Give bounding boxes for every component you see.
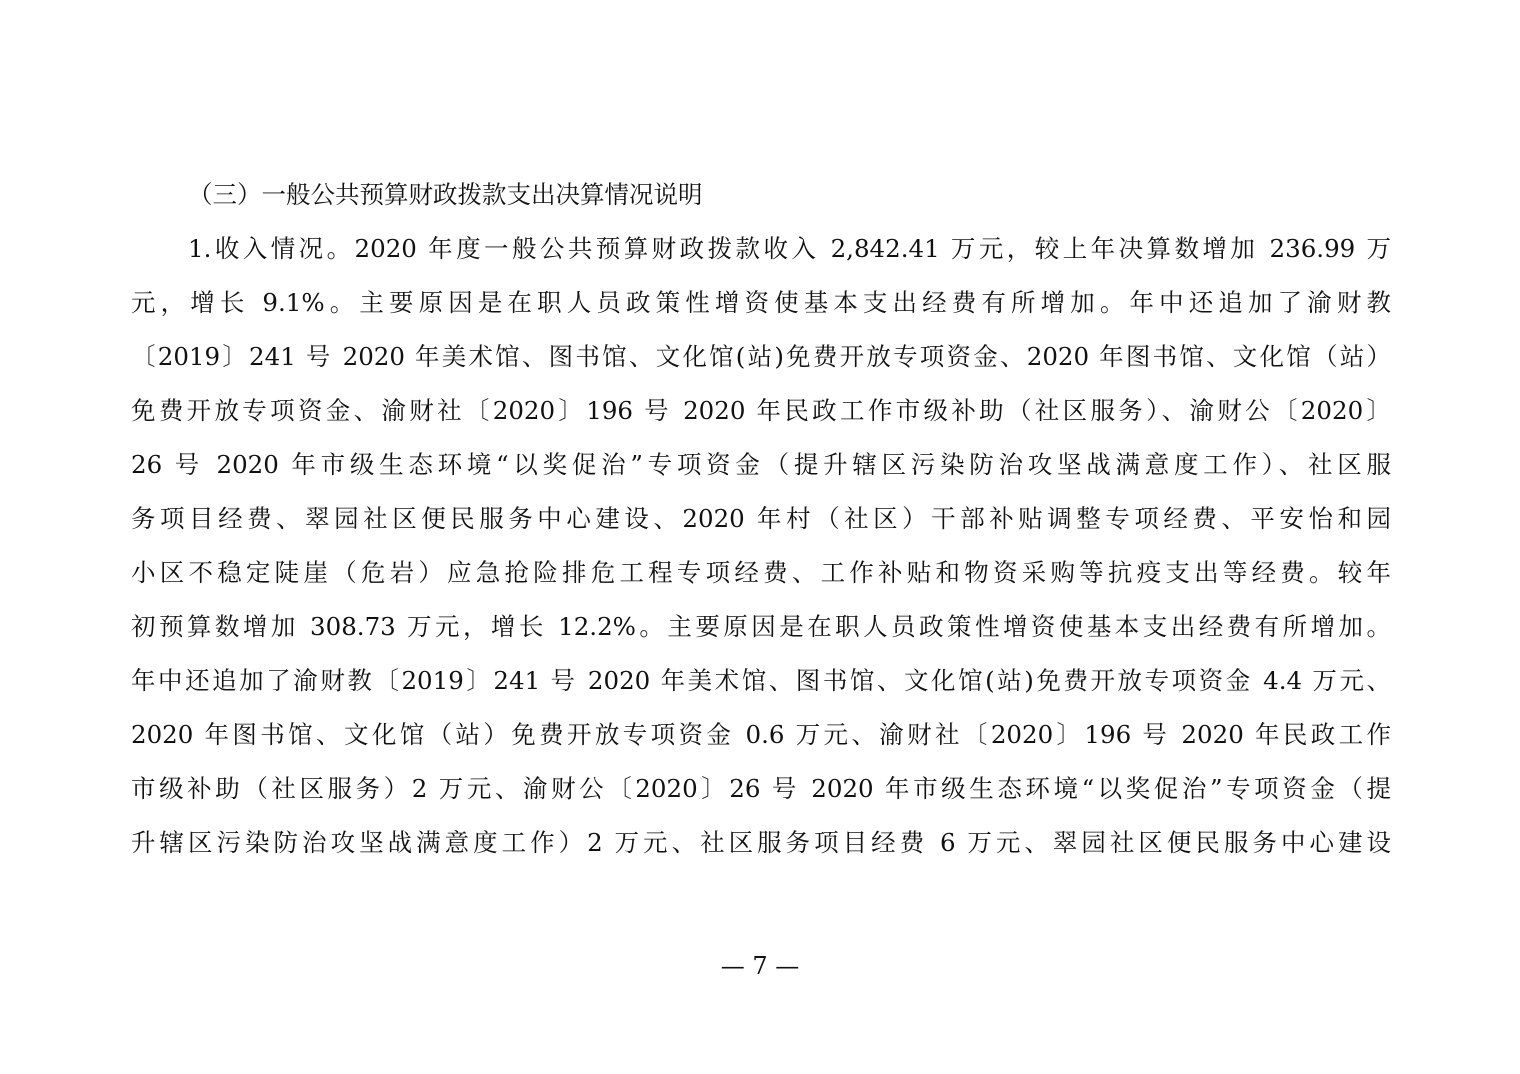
paragraph-line: 小区不稳定陡崖（危岩）应急抢险排危工程专项经费、工作补贴和物资采购等抗疫支出等经费。较年 (131, 558, 1391, 587)
paragraph-line: 1.收入情况。2020 年度一般公共预算财政拨款收入 2,842.41 万元，较上年决算数增加 236.99 万 (188, 234, 1391, 263)
paragraph-line: 26 号 2020 年市级生态环境“以奖促治”专项资金（提升辖区污染防治攻坚战满意度工作）、社区服 (131, 450, 1391, 479)
paragraph-line: 元，增长 9.1%。主要原因是在职人员政策性增资使基本支出经费有所增加。年中还追加了渝财教 (131, 288, 1391, 317)
paragraph-line: 〔2019〕241 号 2020 年美术馆、图书馆、文化馆(站)免费开放专项资金、2020 年图书馆、文化馆（站） (131, 342, 1391, 371)
paragraph-line: 市级补助（社区服务）2 万元、渝财公〔2020〕26 号 2020 年市级生态环境“以奖促治”专项资金（提 (131, 774, 1391, 803)
paragraph-line: 免费开放专项资金、渝财社〔2020〕196 号 2020 年民政工作市级补助（社区服务）、渝财公〔2020〕 (131, 396, 1391, 425)
page-number: — 7 — (720, 952, 800, 980)
section-heading: （三）一般公共预算财政拨款支出决算情况说明 (188, 180, 703, 209)
paragraph-line: 初预算数增加 308.73 万元，增长 12.2%。主要原因是在职人员政策性增资使基本支出经费有所增加。 (131, 612, 1391, 641)
paragraph-line: 2020 年图书馆、文化馆（站）免费开放专项资金 0.6 万元、渝财社〔2020〕196 号 2020 年民政工作 (131, 720, 1391, 749)
paragraph-line: 升辖区污染防治攻坚战满意度工作）2 万元、社区服务项目经费 6 万元、翠园社区便民服务中心建设 (131, 828, 1391, 857)
paragraph-line: 年中还追加了渝财教〔2019〕241 号 2020 年美术馆、图书馆、文化馆(站)免费开放专项资金 4.4 万元、 (131, 666, 1391, 695)
paragraph-line: 务项目经费、翠园社区便民服务中心建设、2020 年村（社区）干部补贴调整专项经费、平安怡和园 (131, 504, 1391, 533)
